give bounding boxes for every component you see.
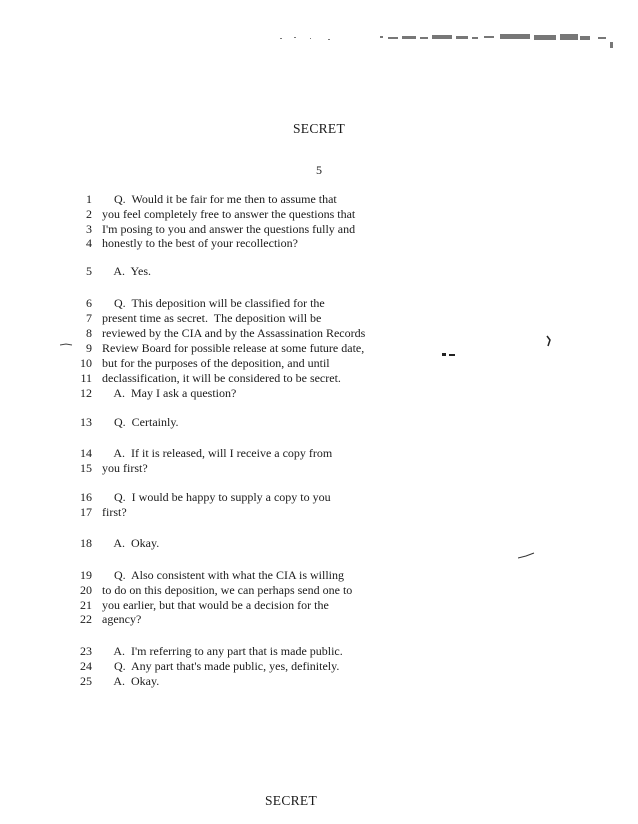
line-text: A. If it is released, will I receive a copy from — [102, 446, 333, 460]
line-number: 25 — [80, 674, 92, 688]
line-number: 18 — [80, 536, 92, 550]
line-number: 11 — [80, 371, 92, 385]
line-text: honestly to the best of your recollection? — [102, 236, 298, 250]
line-text: A. Okay. — [102, 674, 160, 688]
line-text: Q. Would it be fair for me then to assume that — [102, 192, 337, 206]
line-number: 4 — [86, 236, 92, 250]
line-number: 7 — [86, 311, 92, 325]
line-number: 22 — [80, 612, 92, 626]
line-number: 21 — [80, 598, 92, 612]
line-text: Q. This deposition will be classified for the — [102, 296, 325, 310]
classification-header: SECRET — [292, 121, 346, 136]
line-text: declassification, it will be considered to be secret. — [102, 371, 341, 385]
line-text: A. May I ask a question? — [102, 386, 237, 400]
line-text: A. Okay. — [102, 536, 160, 550]
line-number: 12 — [80, 386, 92, 400]
line-number: 1 — [86, 192, 92, 206]
line-text: reviewed by the CIA and by the Assassination Records — [102, 326, 366, 340]
line-number: 9 — [86, 341, 92, 355]
classification-footer: SECRET — [264, 793, 318, 808]
line-number: 15 — [80, 461, 92, 475]
line-number: 24 — [80, 659, 92, 673]
line-text: present time as secret. The deposition will be — [102, 311, 322, 325]
page-number: 5 — [316, 163, 322, 177]
line-text: A. Yes. — [102, 264, 152, 278]
line-number: 16 — [80, 490, 92, 504]
line-number: 3 — [86, 222, 92, 236]
line-text: Review Board for possible release at some future date, — [102, 341, 365, 355]
line-number: 17 — [80, 505, 92, 519]
line-text: agency? — [102, 612, 142, 626]
line-text: you earlier, but that would be a decision for the — [102, 598, 329, 612]
line-text: Q. Any part that's made public, yes, definitely. — [102, 659, 340, 673]
line-number: 8 — [86, 326, 92, 340]
line-text: you feel completely free to answer the questions that — [102, 207, 356, 221]
line-number: 23 — [80, 644, 92, 658]
line-text: I'm posing to you and answer the questions fully and — [102, 222, 356, 236]
line-text: Q. Also consistent with what the CIA is willing — [102, 568, 344, 582]
line-text: Q. I would be happy to supply a copy to you — [102, 490, 331, 504]
line-number: 2 — [86, 207, 92, 221]
line-number: 20 — [80, 583, 92, 597]
line-number: 13 — [80, 415, 92, 429]
line-text: first? — [102, 505, 127, 519]
line-number: 10 — [80, 356, 92, 370]
line-text: Q. Certainly. — [102, 415, 179, 429]
line-number: 5 — [86, 264, 92, 278]
line-number: 6 — [86, 296, 92, 310]
line-text: you first? — [102, 461, 148, 475]
line-number: 14 — [80, 446, 92, 460]
line-text: to do on this deposition, we can perhaps send one to — [102, 583, 353, 597]
line-number: 19 — [80, 568, 92, 582]
line-text: but for the purposes of the deposition, and until — [102, 356, 330, 370]
line-text: A. I'm referring to any part that is made public. — [102, 644, 343, 658]
